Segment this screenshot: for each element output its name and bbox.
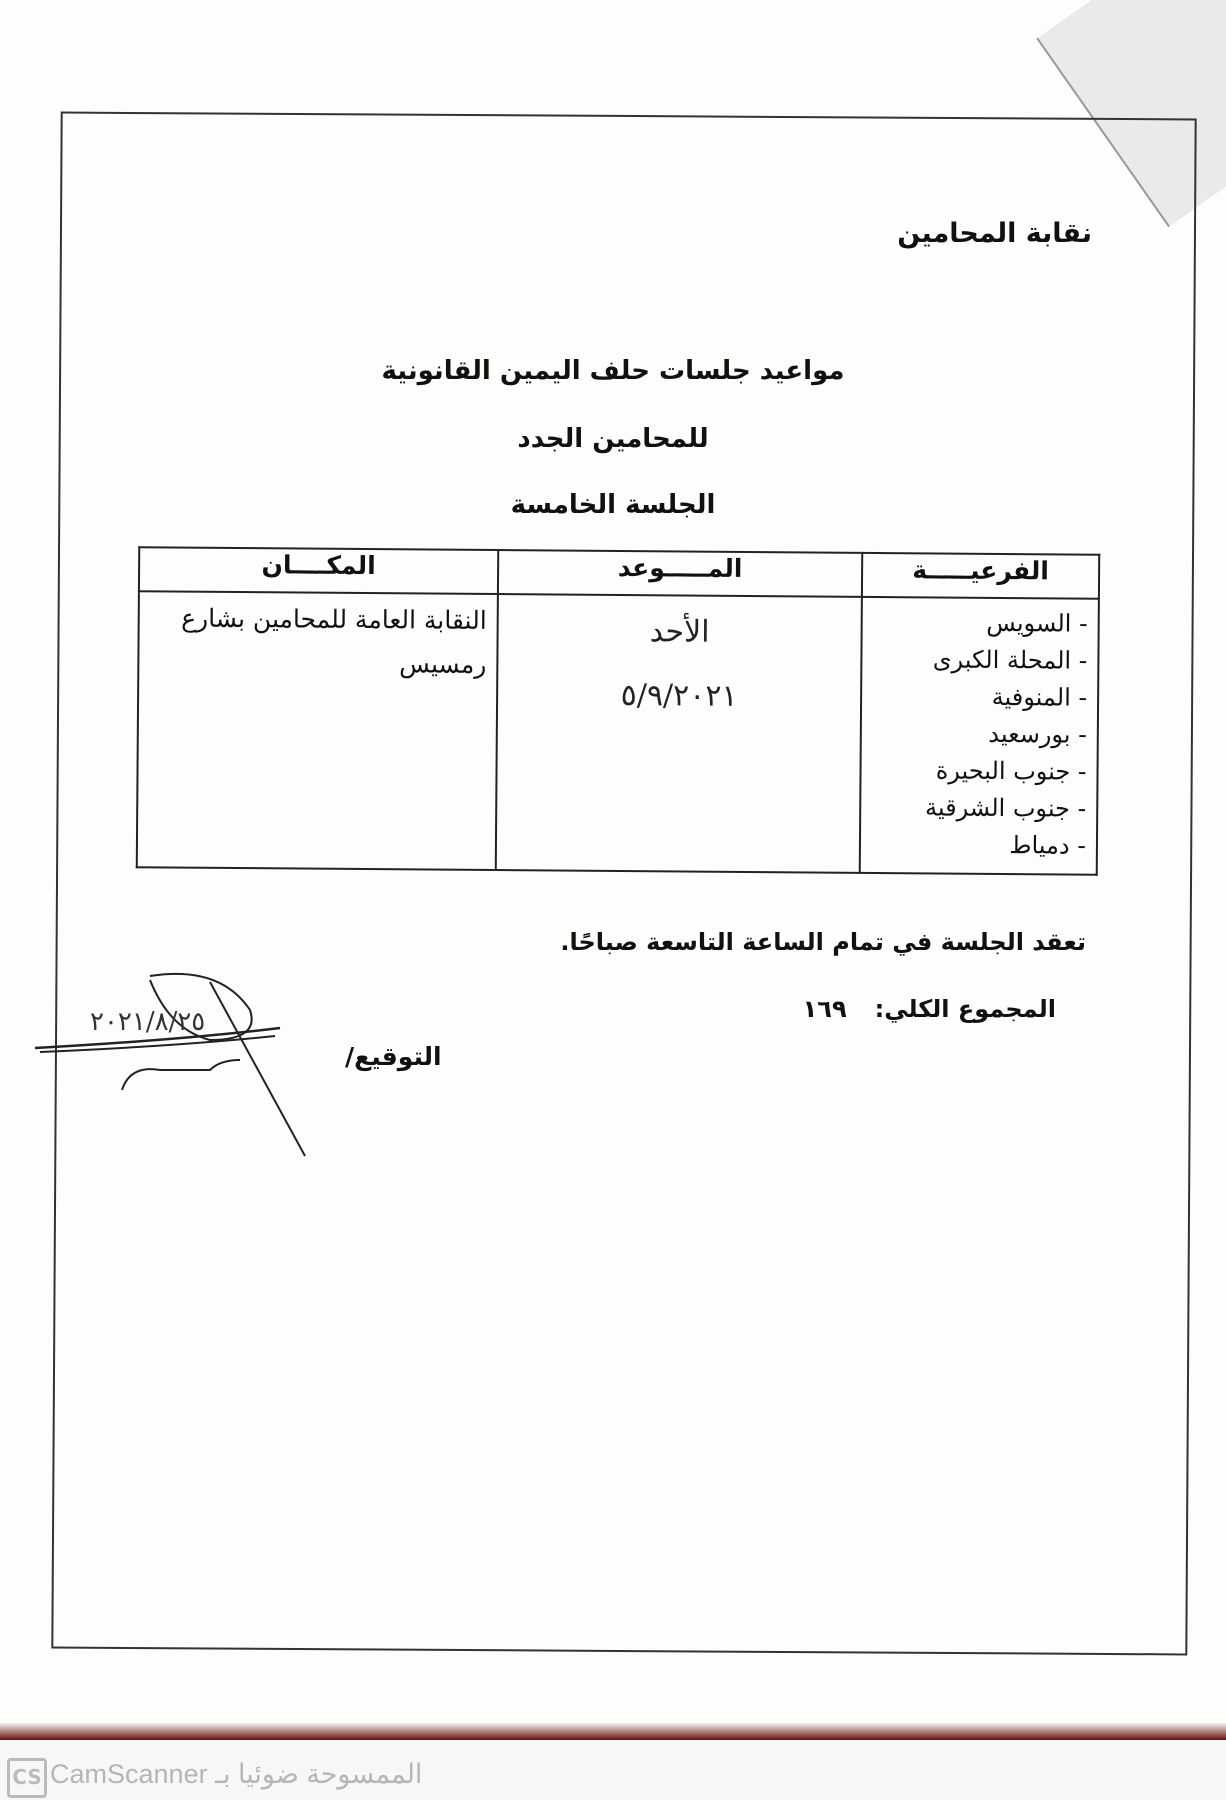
header-place: المكــــان [139,547,498,594]
header-date: المـــــوعد [498,550,862,597]
organization-name: نقابة المحامين [897,218,1092,249]
branches-cell [860,597,1099,875]
schedule-table [136,546,1100,876]
handwritten-signature [30,970,350,1170]
branch-item: - دمياط [1009,831,1087,860]
session-name: الجلسة الخامسة [510,490,716,520]
total-value: ١٦٩ [802,995,847,1023]
page-edge [0,1722,1226,1740]
signature-date: ٢٠٢١/٨/٢٥ [90,1007,206,1037]
total-count [803,995,1084,1023]
branch-item: - جنوب الشرقية [924,793,1087,823]
scanner-footer [0,1740,1226,1800]
page-border [51,112,1196,1656]
document-title: مواعيد جلسات حلف اليمين القانونية [381,356,845,386]
branch-item: - بورسعيد [988,719,1087,749]
signature-label: التوقيع/ [345,1042,442,1071]
document-subtitle: للمحامين الجدد [517,424,709,454]
date-cell [496,594,862,873]
branch-item: - المحلة الكبرى [932,645,1088,675]
header-branch: الفرعيـــــة [862,553,1099,599]
table-header-row [139,547,1099,599]
total-label: المجموع الكلي: [874,995,1056,1023]
table-row [137,591,1099,875]
branch-item: - جنوب البحيرة [935,756,1087,786]
handwritten-date: ٥/٩/٢٠٢١ [620,678,738,714]
camscanner-logo-icon: CS [7,1758,47,1798]
place-cell: النقابة العامة للمحامين بشارع رمسيس [137,591,498,870]
branch-item: - المنوفية [991,682,1088,712]
camscanner-watermark: الممسوحة ضوئيا بـ CamScanner [50,1759,423,1789]
handwritten-day: الأحد [649,614,710,650]
session-time-note: تعقد الجلسة في تمام الساعة التاسعة صباحًا. [560,928,1086,956]
branch-item: - السويس [986,608,1088,638]
